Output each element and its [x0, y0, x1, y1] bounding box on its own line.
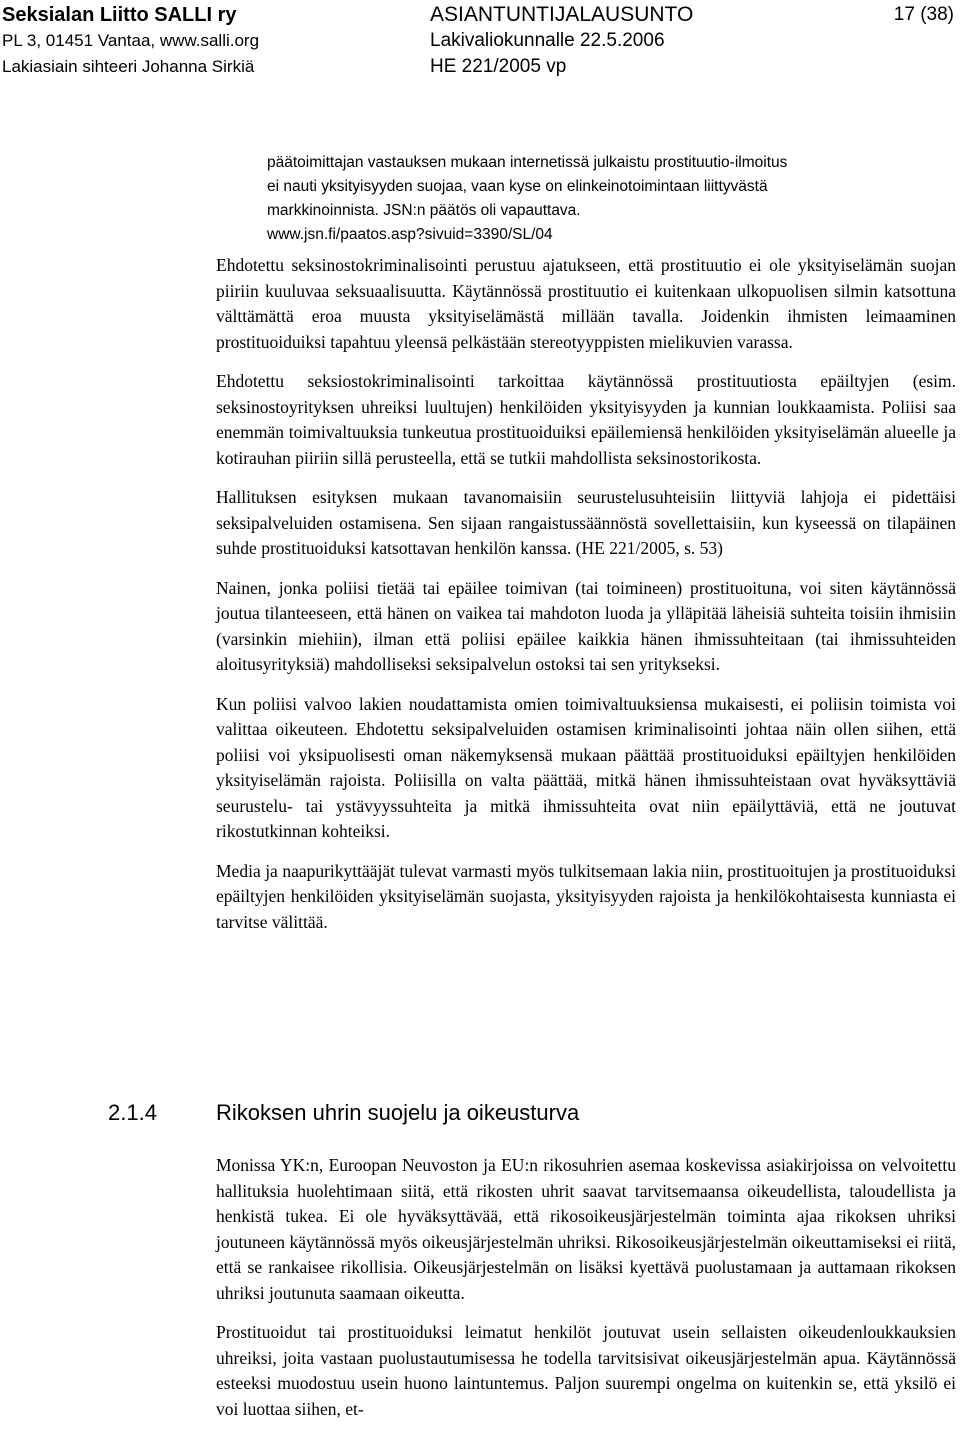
- section-paragraph: Monissa YK:n, Euroopan Neuvoston ja EU:n rikosuhrien asemaa koskevissa asiakirjoissa on velvoitettu hallituksia huolehtimaan siitä, että rikosten uhrit saavat tarvitsemaansa oikeudellista, taloudellista ja henkistä tukea. Ei ole hyväksyttävää, että rikosoikeusjärjestelmän toiminta ajaa rikoksen uhriksi joutuneen käytännössä myös oikeusjärjestelmän uhriksi. Rikosoikeusjärjestelmän oikeuttamiseksi ei riitä, että se rankaisee rikollisia. Oikeusjärjestelmän on lisäksi kyettävä puolustamaan ja auttamaan rikoksen uhriksi joutunuta saamaan oikeutta.: [216, 1155, 956, 1303]
- page-number: 17 (38): [893, 4, 954, 25]
- paragraph: Ehdotettu seksiostokriminalisointi tarkoittaa käytännössä prostituutiosta epäiltyjen (esim. seksinostoyrityksen uhreiksi luultujen) henkilöiden yksityisyyden ja kunnian loukkaamista. Poliisi saa enemmän toimivaltuuksia tunkeutua prostituoiduiksi epäilemiensä henkilöiden yksityiselämän alueelle ja kotirauhan piiriin sillä perusteella, että se tutkii mahdollista seksinostorikosta.: [216, 371, 956, 468]
- section-paragraph: Prostituoidut tai prostituoiduksi leimatut henkilöt joutuvat usein sellaisten oikeudenloukkauksien uhreiksi, joita vastaan puolustautumisessa he todella tarvitsisivat oikeusjärjestelmän apua. Käytännössä esteeksi muodostuu usein huono laintuntemus. Paljon suurempi ongelma on kuitenkin se, että yksilö ei voi luottaa siihen, et-: [216, 1322, 956, 1419]
- quote-line: markkinoinnista. JSN:n päätös oli vapauttava.: [267, 202, 581, 219]
- main-content: [216, 151, 956, 949]
- paragraph: Media ja naapurikyttääjät tulevat varmasti myös tulkitsemaan lakia niin, prostituoitujen ja prostituoiduksi epäiltyjen henkilöiden yksityiselämän suojasta, yksityisyyden rajoista ja henkilökohtaisesta kunniasta ei tarvitse välittää.: [216, 860, 956, 932]
- section-number: 2.1.4: [108, 1100, 157, 1125]
- paragraph: Ehdotettu seksinostokriminalisointi perustuu ajatukseen, että prostituutio ei ole yksityiselämän suojan piiriin kuuluvaa seksuaalisuutta. Käytännössä prostituutio ei kuitenkaan ulkopuolisen silmin katsottuna välttämättä eroa muusta yksityiselämästä millään tavalla. Joidenkin ihmisten leimaaminen prostituoiduiksi tapahtuu yleensä pelkästään stereotyyppisten mielikuvien varassa.: [216, 255, 956, 352]
- organization-block: [2, 2, 259, 80]
- quote-block: [267, 151, 956, 247]
- section-content: [216, 1153, 956, 1436]
- document-recipient: Lakivaliokunnalle 22.5.2006: [430, 30, 665, 51]
- quote-link[interactable]: www.jsn.fi/paatos.asp?sivuid=3390/SL/04: [267, 226, 553, 243]
- document-reference: HE 221/2005 vp: [430, 56, 567, 77]
- section-title: Rikoksen uhrin suojelu ja oikeusturva: [216, 1100, 580, 1125]
- page-header: [0, 0, 960, 80]
- document-type: ASIANTUNTIJALAUSUNTO: [430, 3, 694, 26]
- paragraph: Kun poliisi valvoo lakien noudattamista omien toimivaltuuksiensa mukaisesti, ei poliisin toimista voi valittaa oikeuteen. Ehdotettu seksipalveluiden ostamisen kriminalisointi johtaa näin ollen siihen, että poliisi voi yksipuolisesti oman näkemyksensä mukaan päättää prostituoiduksi epäiltyjen henkilöiden yksityiselämän rajoista. Poliisilla on valta päättää, mitkä hänen ihmissuhteistaan ovat hyväksyttäviä seurustelu- tai ystävyyssuhteita ja mitkä ihmissuhteita ovat niin epäilyttäviä, että ne joutuvat rikostutkinnan kohteiksi.: [216, 693, 956, 841]
- quote-line: päätoimittajan vastauksen mukaan internetissä julkaistu prostituutio-ilmoitus: [267, 154, 788, 171]
- paragraph: Nainen, jonka poliisi tietää tai epäilee toimivan (tai toimineen) prostituoituna, voi siten käytännössä joutua tilanteeseen, että hänen on vaikea tai mahdoton luoda ja ylläpitää läheisiä suhteita toisiin ihmisiin (varsinkin miehiin), ilman että poliisi epäilee kaikkia hänen ihmissuhteitaan (tai ihmissuhteiden aloitusyrityksiä) mahdolliseksi seksipalvelun ostoksi tai sen yritykseksi.: [216, 577, 956, 674]
- quote-line: ei nauti yksityisyyden suojaa, vaan kyse on elinkeinotoimintaan liittyvästä: [267, 178, 768, 195]
- paragraph: Hallituksen esityksen mukaan tavanomaisiin seurustelusuhteisiin liittyviä lahjoja ei pidettäisi seksipalveluiden ostamisena. Sen sijaan rangaistussäännöstä sovellettaisiin, kun kyseessä on tilapäinen suhde prostituoiduksi katsottavan henkilön kanssa. (HE 221/2005, s. 53): [216, 487, 956, 558]
- organization-address: PL 3, 01451 Vantaa, www.salli.org: [2, 31, 260, 50]
- organization-contact: Lakiasiain sihteeri Johanna Sirkiä: [2, 57, 255, 76]
- section-heading: [108, 1100, 579, 1126]
- document-info-block: [430, 2, 693, 80]
- organization-name: Seksialan Liitto SALLI ry: [2, 4, 237, 26]
